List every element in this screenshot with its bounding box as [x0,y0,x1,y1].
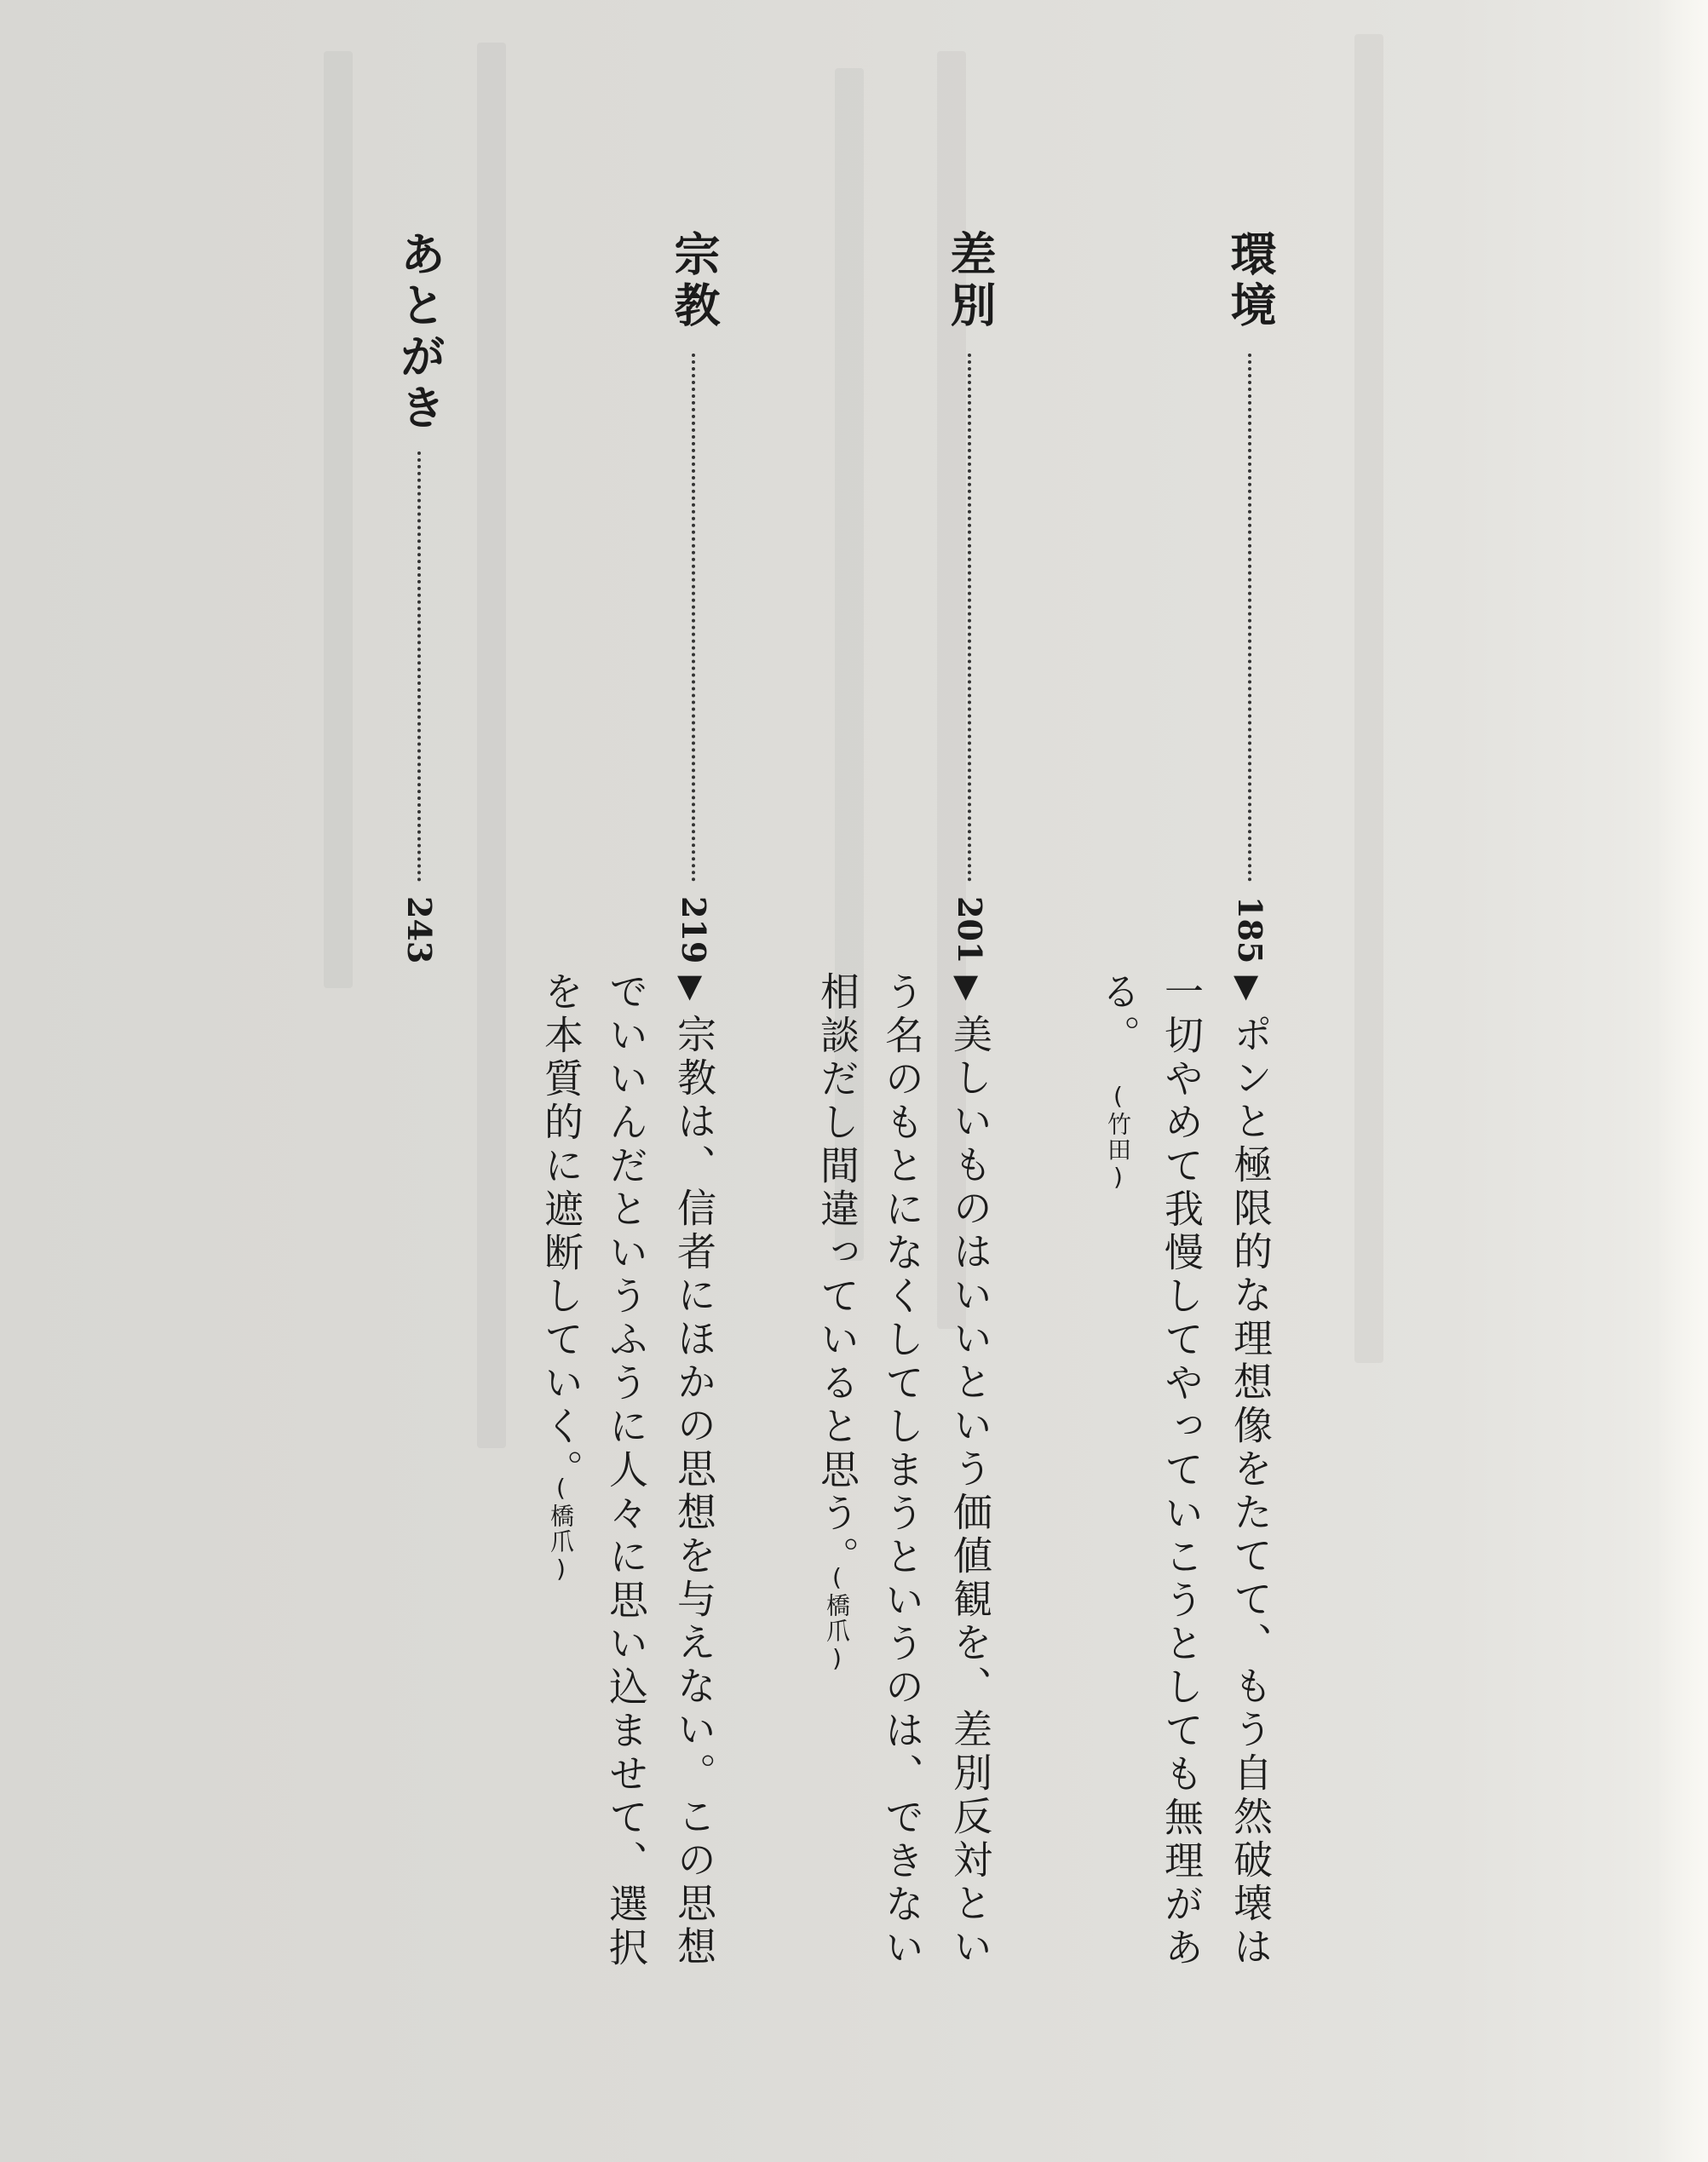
show-through-text [1354,34,1383,1363]
dot-leader [417,451,421,882]
author-attribution: (橋爪) [547,1474,575,1584]
summary-line: 一切やめて我慢してやっていこうとしても無理があ [1159,971,1205,1970]
triangle-marker-icon: ▼ [953,967,979,1004]
summary-line: ポンと極限的な理想像をたてて、もう自然破壊は [1228,1014,1274,1969]
chapter-heading: 差別 [943,230,997,332]
summary-line: 宗教は、信者にほかの思想を与えない。この思想 [671,1014,717,1969]
dot-leader [1248,354,1251,882]
dot-leader [968,354,971,882]
triangle-marker-icon: ▼ [1234,967,1259,1004]
page-number: 243 [400,896,439,964]
page-number: 201 [951,896,989,964]
page-number: 185 [1231,896,1269,964]
summary-line: を本質的に遮断していく。 [538,971,584,1492]
chapter-heading: 環境 [1223,230,1277,332]
author-attribution: (橋爪) [823,1563,851,1674]
chapter-heading: 宗教 [667,230,721,332]
show-through-text [324,51,353,988]
summary-line: る。 [1096,971,1142,1058]
dot-leader [692,354,695,882]
show-through-text [477,43,506,1448]
summary-line: でいいんだというふうに人々に思い込ませて、選択 [603,971,649,1970]
page-number: 219 [675,896,713,964]
page-edge [1657,0,1708,2162]
author-attribution: (竹田) [1104,1082,1132,1193]
summary-line: 相談だし間違っていると思う。 [814,971,860,1579]
summary-line: 美しいものはいいという価値観を、差別反対とい [947,1014,993,1969]
chapter-heading: あとがき [393,230,446,434]
triangle-marker-icon: ▼ [677,967,703,1004]
summary-line: う名のもとになくしてしまうというのは、できない [879,971,925,1970]
